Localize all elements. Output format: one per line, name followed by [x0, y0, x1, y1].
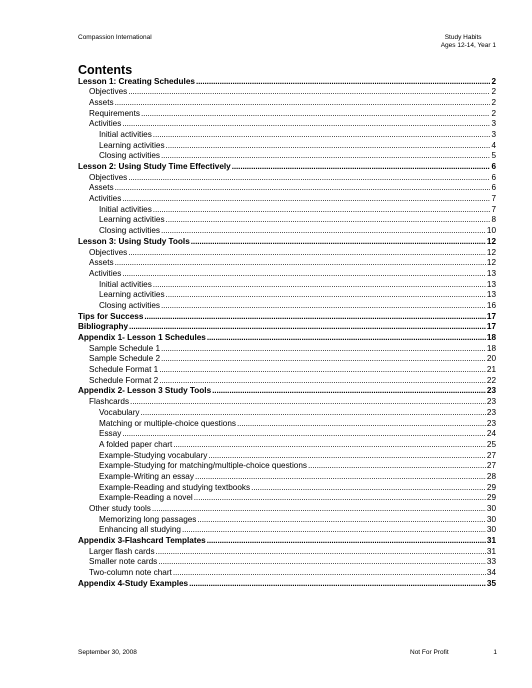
toc-entry[interactable]	[78, 440, 496, 451]
toc-leader-dots	[232, 162, 491, 173]
toc-leader-dots	[115, 183, 491, 194]
toc-leader-dots	[159, 365, 486, 376]
toc-entry-label: Assets	[89, 258, 114, 268]
toc-entry[interactable]	[78, 151, 496, 162]
toc-entry[interactable]	[78, 397, 496, 408]
toc-entry-page: 31	[486, 536, 496, 546]
toc-entry-label: Schedule Format 2	[89, 375, 159, 385]
toc-entry-page: 29	[486, 482, 496, 492]
toc-entry[interactable]	[78, 290, 496, 301]
toc-entry-label: Activities	[89, 268, 122, 278]
toc-leader-dots	[308, 461, 486, 472]
toc-entry-label: Appendix 4-Study Examples	[78, 578, 189, 588]
toc-leader-dots	[197, 515, 486, 526]
toc-leader-dots	[191, 237, 486, 248]
toc-entry-label: Bibliography	[78, 322, 129, 332]
toc-entry[interactable]	[78, 162, 496, 173]
toc-entry[interactable]	[78, 557, 496, 568]
toc-entry[interactable]	[78, 119, 496, 130]
toc-leader-dots	[153, 205, 491, 216]
toc-entry-page: 8	[491, 215, 496, 225]
toc-entry-page: 23	[486, 386, 496, 396]
toc-leader-dots	[208, 451, 486, 462]
toc-entry-label: Activities	[89, 194, 122, 204]
toc-entry-label: Learning activities	[99, 215, 165, 225]
toc-leader-dots	[166, 141, 491, 152]
toc-leader-dots	[161, 354, 486, 365]
toc-entry-page: 29	[486, 493, 496, 503]
toc-entry-label: Appendix 3-Flashcard Templates	[78, 536, 206, 546]
toc-entry-label: Two-column note chart	[89, 568, 172, 578]
page-title: Contents	[78, 63, 133, 77]
toc-entry-label: Closing activities	[99, 300, 160, 310]
toc-entry-label: Assets	[89, 183, 114, 193]
footer-page-number: 1	[493, 649, 497, 656]
toc-entry-label: Smaller note cards	[89, 557, 158, 567]
toc-entry[interactable]	[78, 248, 496, 259]
toc-entry-label: Example-Writing an essay	[99, 471, 194, 481]
header-audience: Ages 12-14, Year 1	[440, 42, 496, 49]
toc-entry[interactable]	[78, 461, 496, 472]
toc-entry-label: Vocabulary	[99, 407, 140, 417]
toc-leader-dots	[128, 248, 486, 259]
toc-entry-label: Flashcards	[89, 397, 130, 407]
toc-entry-page: 23	[486, 397, 496, 407]
toc-leader-dots	[159, 376, 486, 387]
toc-leader-dots	[156, 547, 486, 558]
toc-entry-label: Memorizing long passages	[99, 514, 197, 524]
toc-entry-label: Closing activities	[99, 151, 160, 161]
toc-leader-dots	[141, 109, 490, 120]
toc-entry-label: Initial activities	[99, 129, 152, 139]
toc-leader-dots	[122, 429, 486, 440]
toc-entry[interactable]	[78, 344, 496, 355]
toc-entry-page: 31	[486, 546, 496, 556]
toc-entry-page: 24	[486, 429, 496, 439]
toc-entry[interactable]	[78, 386, 496, 397]
toc-entry[interactable]	[78, 376, 496, 387]
header-organization: Compassion International	[78, 34, 152, 41]
toc-entry-page: 21	[486, 365, 496, 375]
toc-entry-page: 17	[486, 311, 496, 321]
toc-leader-dots	[144, 312, 486, 323]
toc-entry-label: A folded paper chart	[99, 439, 173, 449]
toc-entry[interactable]	[78, 98, 496, 109]
toc-entry[interactable]	[78, 536, 496, 547]
toc-entry-label: Essay	[99, 429, 122, 439]
toc-entry-label: Activities	[89, 119, 122, 129]
toc-entry-page: 13	[486, 268, 496, 278]
toc-leader-dots	[130, 397, 486, 408]
toc-entry[interactable]	[78, 429, 496, 440]
toc-entry-label: Objectives	[89, 247, 128, 257]
toc-leader-dots	[122, 269, 486, 280]
toc-entry[interactable]	[78, 205, 496, 216]
toc-entry-label: Closing activities	[99, 226, 160, 236]
toc-entry-label: Matching or multiple-choice questions	[99, 418, 236, 428]
toc-entry-page: 3	[491, 119, 496, 129]
toc-entry-page: 22	[486, 375, 496, 385]
toc-entry[interactable]	[78, 515, 496, 526]
toc-leader-dots	[153, 280, 486, 291]
toc-entry-label: Other study tools	[89, 504, 151, 513]
toc-entry[interactable]	[78, 408, 496, 419]
toc-entry-label: Initial activities	[99, 279, 152, 289]
toc-entry[interactable]	[78, 280, 496, 291]
toc-leader-dots	[194, 493, 486, 504]
toc-entry-label: Requirements	[89, 108, 140, 118]
toc-entry-page: 33	[486, 557, 496, 567]
footer-note: Not For Profit	[410, 649, 449, 656]
footer-date: September 30, 2008	[78, 649, 137, 656]
toc-entry-page: 25	[486, 439, 496, 449]
toc-leader-dots	[129, 322, 486, 333]
toc-entry[interactable]	[78, 258, 496, 269]
header-subject: Study Habits	[444, 34, 482, 41]
toc-leader-dots	[115, 258, 486, 269]
toc-entry[interactable]	[78, 130, 496, 141]
toc-leader-dots	[128, 87, 490, 98]
toc-leader-dots	[166, 290, 486, 301]
toc-entry-label: Objectives	[89, 172, 128, 182]
toc-entry-page: 28	[486, 471, 496, 481]
toc-entry-page: 27	[486, 461, 496, 471]
toc-leader-dots	[237, 419, 486, 430]
toc-entry[interactable]	[78, 215, 496, 226]
toc-leader-dots	[182, 525, 486, 536]
toc-entry-page: 6	[491, 172, 496, 182]
toc-leader-dots	[212, 386, 486, 397]
toc-entry[interactable]	[78, 194, 496, 205]
toc-entry-page: 2	[491, 76, 496, 86]
toc-entry-page: 17	[486, 322, 496, 332]
toc-entry-label: Example-Reading a novel	[99, 493, 193, 503]
toc-entry[interactable]	[78, 183, 496, 194]
toc-entry[interactable]	[78, 173, 496, 184]
toc-entry-page: 30	[486, 525, 496, 535]
toc-entry[interactable]	[78, 333, 496, 344]
toc-entry-page: 2	[491, 97, 496, 107]
toc-entry[interactable]	[78, 312, 496, 323]
toc-leader-dots	[152, 504, 486, 515]
toc-entry-page: 23	[486, 407, 496, 417]
toc-entry-page: 5	[491, 151, 496, 161]
toc-entry[interactable]	[78, 472, 496, 483]
toc-entry-page: 6	[491, 183, 496, 193]
toc-entry-label: Objectives	[89, 87, 128, 97]
toc-entry[interactable]	[78, 525, 496, 536]
toc-entry[interactable]	[78, 365, 496, 376]
toc-entry-label: Schedule Format 1	[89, 365, 159, 375]
toc-entry-page: 27	[486, 450, 496, 460]
toc-entry-label: Sample Schedule 2	[89, 354, 161, 364]
toc-leader-dots	[166, 215, 491, 226]
toc-leader-dots	[173, 440, 486, 451]
toc-entry[interactable]	[78, 493, 496, 504]
toc-entry-label: Larger flash cards	[89, 546, 155, 556]
toc-leader-dots	[158, 557, 486, 568]
toc-entry[interactable]	[78, 322, 496, 333]
toc-entry-label: Example-Studying vocabulary	[99, 450, 208, 460]
toc-entry-page: 2	[491, 87, 496, 97]
toc-entry-label: Lesson 3: Using Study Tools	[78, 236, 190, 246]
toc-leader-dots	[189, 579, 486, 590]
toc-entry-page: 3	[491, 129, 496, 139]
toc-entry[interactable]	[78, 109, 496, 120]
toc-entry-label: Assets	[89, 97, 114, 107]
toc-entry-label: Enhancing all studying	[99, 525, 181, 535]
toc-entry[interactable]	[78, 568, 496, 579]
toc-entry-page: 12	[486, 258, 496, 268]
toc-leader-dots	[173, 568, 486, 579]
toc-entry-label: Example-Reading and studying textbooks	[99, 482, 251, 492]
toc-entry[interactable]	[78, 483, 496, 494]
toc-entry-page: 20	[486, 354, 496, 364]
toc-entry[interactable]	[78, 354, 496, 365]
toc-entry-page: 10	[486, 226, 496, 236]
toc-entry-label: Initial activities	[99, 204, 152, 214]
toc-entry-label: Appendix 1- Lesson 1 Schedules	[78, 333, 206, 342]
toc-entry[interactable]	[78, 579, 496, 590]
toc-entry-page: 12	[486, 247, 496, 257]
toc-entry-page: 6	[491, 162, 496, 171]
toc-entry-page: 16	[486, 300, 496, 310]
toc-entry-label: Tips for Success	[78, 311, 144, 321]
toc-leader-dots	[207, 536, 486, 547]
toc-entry[interactable]	[78, 269, 496, 280]
toc-entry[interactable]	[78, 237, 496, 248]
toc-entry-label: Learning activities	[99, 140, 165, 150]
toc-leader-dots	[161, 301, 486, 312]
toc-entry-label: Learning activities	[99, 290, 165, 300]
toc-leader-dots	[115, 98, 491, 109]
toc-entry-label: Example-Studying for matching/multiple-choice questions	[99, 461, 307, 471]
toc-entry-page: 34	[486, 568, 496, 578]
toc-leader-dots	[122, 119, 490, 130]
toc-entry-page: 13	[486, 290, 496, 300]
toc-entry[interactable]	[78, 419, 496, 430]
toc-entry-page: 4	[491, 140, 496, 150]
toc-entry-page: 2	[491, 108, 496, 118]
toc-entry-page: 18	[486, 333, 496, 342]
header-course-info	[441, 34, 496, 50]
toc-leader-dots	[196, 77, 491, 88]
toc-leader-dots	[128, 173, 490, 184]
toc-entry-label: Lesson 2: Using Study Time Effectively	[78, 162, 231, 171]
toc-entry-page: 23	[486, 418, 496, 428]
toc-entry[interactable]	[78, 226, 496, 237]
toc-entry-page: 7	[491, 194, 496, 204]
toc-leader-dots	[153, 130, 491, 141]
toc-entry[interactable]	[78, 301, 496, 312]
toc-leader-dots	[141, 408, 486, 419]
toc-entry[interactable]	[78, 547, 496, 558]
toc-entry-page: 13	[486, 279, 496, 289]
toc-entry-page: 12	[486, 236, 496, 246]
toc-entry-page: 30	[486, 514, 496, 524]
toc-entry-page: 30	[486, 504, 496, 513]
toc-entry-label: Appendix 2- Lesson 3 Study Tools	[78, 386, 212, 396]
toc-entry-page: 18	[486, 343, 496, 353]
toc-entry[interactable]	[78, 77, 496, 88]
toc-entry-label: Sample Schedule 1	[89, 343, 161, 353]
toc-leader-dots	[161, 151, 490, 162]
toc-leader-dots	[207, 333, 486, 344]
toc-leader-dots	[195, 472, 486, 483]
toc-entry[interactable]	[78, 141, 496, 152]
toc-entry[interactable]	[78, 504, 496, 515]
toc-entry-page: 35	[486, 578, 496, 588]
toc-leader-dots	[251, 483, 486, 494]
toc-leader-dots	[122, 194, 490, 205]
toc-leader-dots	[161, 226, 486, 237]
table-of-contents	[78, 77, 496, 590]
toc-entry-page: 7	[491, 204, 496, 214]
toc-entry[interactable]	[78, 87, 496, 98]
toc-entry[interactable]	[78, 451, 496, 462]
toc-leader-dots	[161, 344, 486, 355]
toc-entry-label: Lesson 1: Creating Schedules	[78, 76, 195, 86]
